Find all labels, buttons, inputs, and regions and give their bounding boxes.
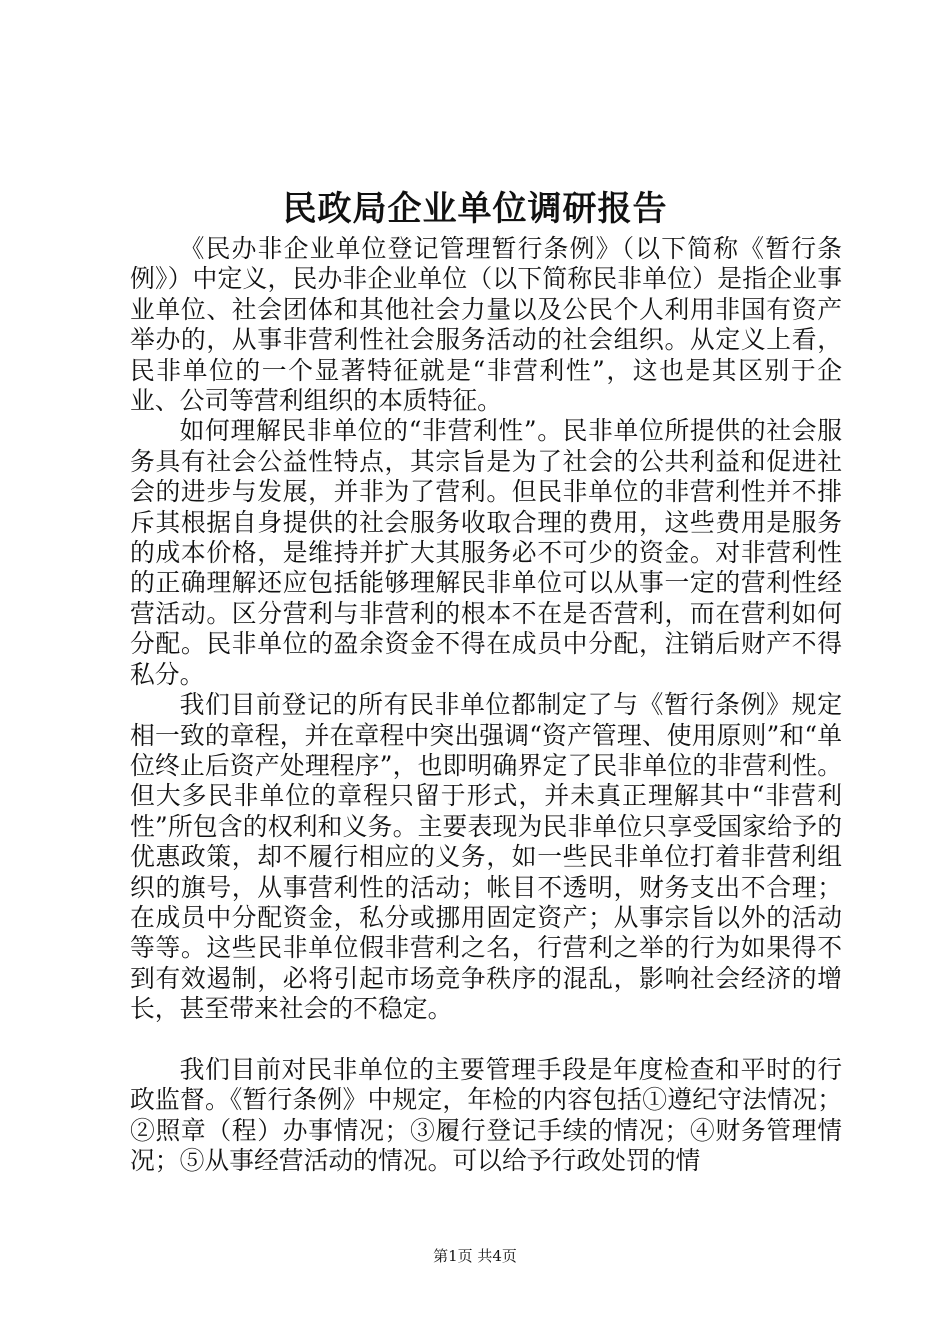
paragraph-1: 《民办非企业单位登记管理暂行条例》（以下简称《暂行条例》）中定义，民办非企业单位（以下简称民非单位）是指企业事业单位、社会团体和其他社会力量以及公民个人利用非国有资产举办的，从事非营利性社会服务活动的社会组织。从定义上看，民非单位的一个显著特征就是“非营利性”，这也是其区别于企业、公司等营利组织的本质特征。 [130,234,842,416]
paragraph-2: 如何理解民非单位的“非营利性”。民非单位所提供的社会服务具有社会公益性特点，其宗旨是为了社会的公共利益和促进社会的进步与发展，并非为了营利。但民非单位的非营利性并不排斥其根据自身提供的社会服务收取合理的费用，这些费用是服务的成本价格，是维持并扩大其服务必不可少的资金。对非营利性的正确理解还应包括能够理解民非单位可以从事一定的营利性经营活动。区分营利与非营利的根本不在是否营利，而在营利如何分配。民非单位的盈余资金不得在成员中分配，注销后财产不得私分。 [130,416,842,689]
page-number-footer: 第1页 共4页 [433,1247,517,1265]
paragraph-3: 我们目前登记的所有民非单位都制定了与《暂行条例》规定相一致的章程，并在章程中突出强调“资产管理、使用原则”和“单位终止后资产处理程序”，也即明确界定了民非单位的非营利性。但大多民非单位的章程只留于形式，并未真正理解其中“非营利性”所包含的权利和义务。主要表现为民非单位只享受国家给予的优惠政策，却不履行相应的义务，如一些民非单位打着非营利组织的旗号，从事营利性的活动；帐目不透明，财务支出不合理；在成员中分配资金，私分或挪用固定资产；从事宗旨以外的活动等等。这些民非单位假非营利之名，行营利之举的行为如果得不到有效遏制，必将引起市场竞争秩序的混乱，影响社会经济的增长，甚至带来社会的不稳定。 [130,690,842,1024]
document-body [130,234,842,1177]
document-title: 民政局企业单位调研报告 [282,189,668,229]
paragraph-4: 我们目前对民非单位的主要管理手段是年度检查和平时的行政监督。《暂行条例》中规定，年检的内容包括①遵纪守法情况；②照章（程）办事情况；③履行登记手续的情况；④财务管理情况；⑤从事经营活动的情况。可以给予行政处罚的情 [130,1054,842,1176]
